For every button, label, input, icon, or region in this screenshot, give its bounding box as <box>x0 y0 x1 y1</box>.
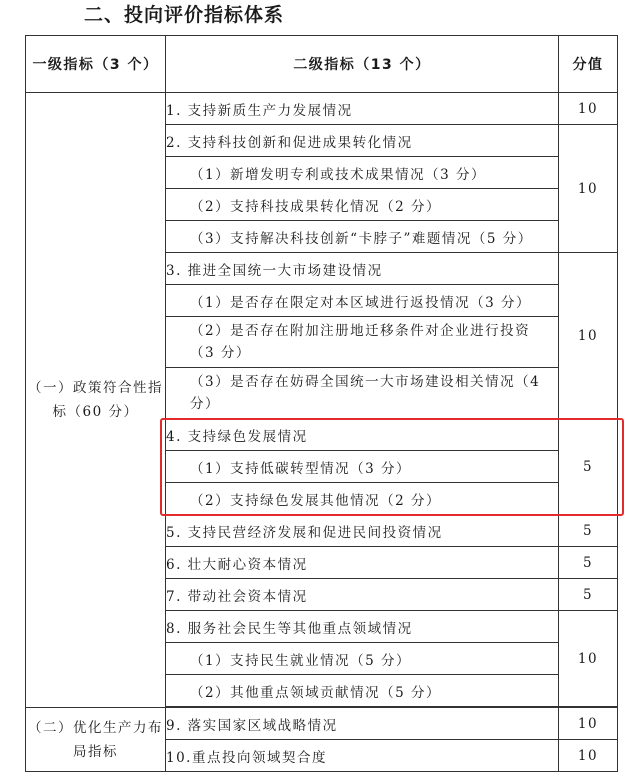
score-5: 5 <box>559 515 618 547</box>
item-4-sub-2: （2）支持绿色发展其他情况（2 分） <box>166 483 559 515</box>
section-title: 二、投向评价指标体系 <box>84 4 285 26</box>
score-4: 5 <box>559 419 618 515</box>
score-10: 10 <box>559 740 618 772</box>
score-2: 10 <box>559 125 618 253</box>
item-10: 10.重点投向领域契合度 <box>166 740 559 772</box>
header-score: 分值 <box>559 36 618 93</box>
group1-label: （一）政策符合性指标（60 分） <box>26 93 166 708</box>
item-8-sub-2: （2）其他重点领域贡献情况（5 分） <box>166 675 559 707</box>
item-7: 7. 带动社会资本情况 <box>166 579 559 611</box>
item-9: 9. 落实国家区域战略情况 <box>166 708 559 740</box>
item-8-sub-1: （1）支持民生就业情况（5 分） <box>166 643 559 675</box>
table-row <box>26 708 618 740</box>
score-1: 10 <box>559 93 618 125</box>
score-6: 5 <box>559 547 618 579</box>
item-3-sub-2: （2）是否存在附加注册地迁移条件对企业进行投资（3 分） <box>166 317 559 368</box>
item-8: 8. 服务社会民生等其他重点领域情况 <box>166 611 559 643</box>
group2-label: （二）优化生产力布局指标 <box>26 708 166 772</box>
indicator-table <box>25 35 618 772</box>
item-2-sub-2: （2）支持科技成果转化情况（2 分） <box>166 189 559 221</box>
score-8: 10 <box>559 611 618 707</box>
item-2-sub-3: （3）支持解决科技创新“卡脖子”难题情况（5 分） <box>166 221 559 253</box>
header-level2: 二级指标（13 个） <box>166 36 559 93</box>
item-2-sub-1: （1）新增发明专利或技术成果情况（3 分） <box>166 157 559 189</box>
item-3-sub-1: （1）是否存在限定对本区域进行返投情况（3 分） <box>166 285 559 317</box>
header-level1: 一级指标（3 个） <box>26 36 166 93</box>
item-3: 3. 推进全国统一大市场建设情况 <box>166 253 559 285</box>
item-4: 4. 支持绿色发展情况 <box>166 419 559 451</box>
table-row <box>26 93 618 125</box>
item-2: 2. 支持科技创新和促进成果转化情况 <box>166 125 559 157</box>
item-3-sub-3: （3）是否存在妨碍全国统一大市场建设相关情况（4 分） <box>166 368 559 419</box>
score-3: 10 <box>559 253 618 419</box>
score-9: 10 <box>559 708 618 740</box>
item-6: 6. 壮大耐心资本情况 <box>166 547 559 579</box>
table-header-row <box>26 36 618 93</box>
score-7: 5 <box>559 579 618 611</box>
item-5: 5. 支持民营经济发展和促进民间投资情况 <box>166 515 559 547</box>
item-1: 1. 支持新质生产力发展情况 <box>166 93 559 125</box>
item-4-sub-1: （1）支持低碳转型情况（3 分） <box>166 451 559 483</box>
